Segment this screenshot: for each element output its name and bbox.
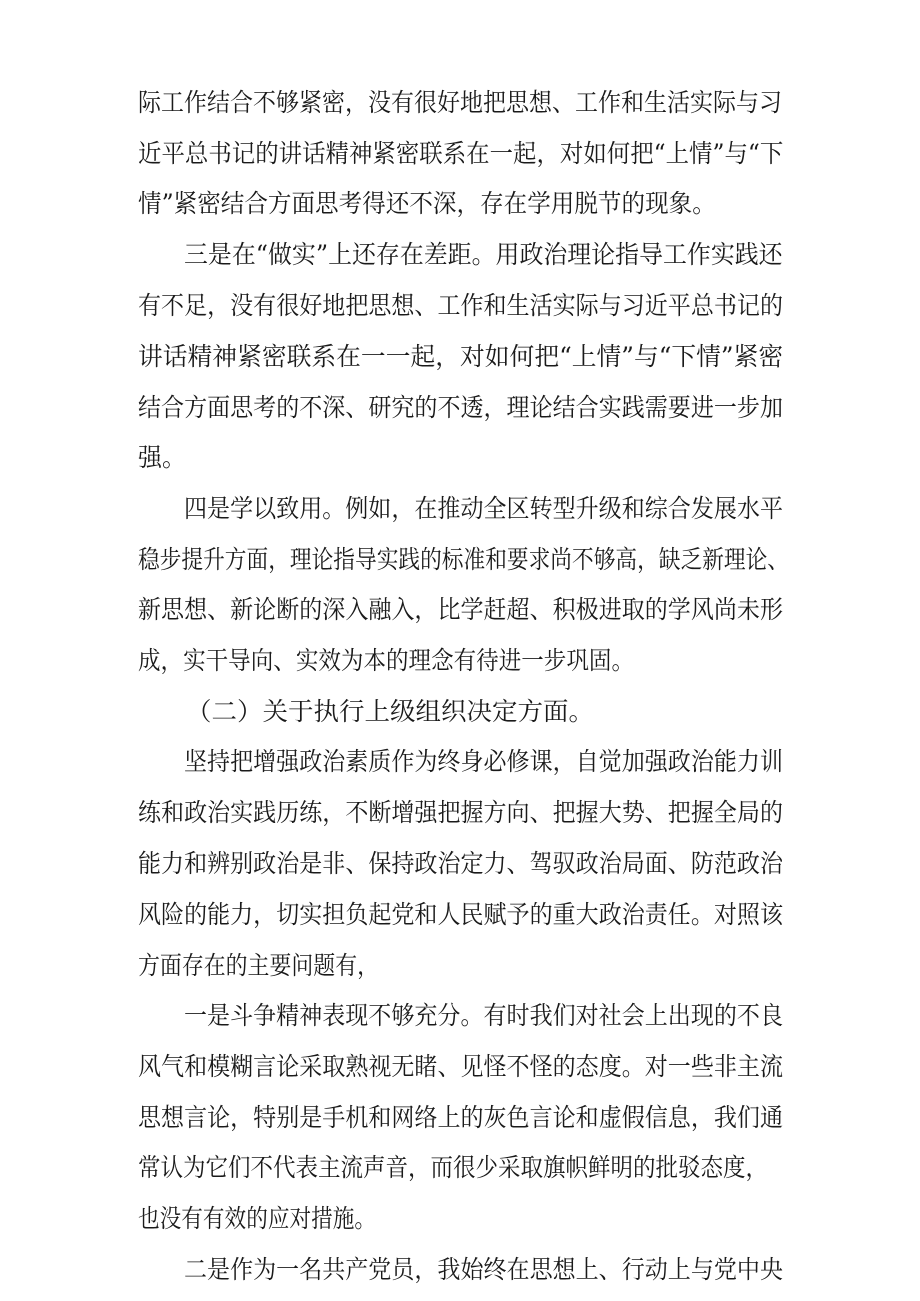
text-line: 情”紧密结合方面思考得还不深，存在学用脱节的现象。 — [138, 188, 716, 218]
text-line: 也没有有效的应对措施。 — [138, 1203, 377, 1233]
paragraph-first-line: 四是学以致用。例如，在推动全区转型升级和综合发展水平 — [184, 493, 783, 523]
text-line: 结合方面思考的不深、研究的不透，理论结合实践需要进一步加 — [138, 392, 783, 422]
paragraph-first-line: 一是斗争精神表现不够充分。有时我们对社会上出现的不良 — [184, 1000, 783, 1030]
text-line: 能力和辨别政治是非、保持政治定力、驾驭政治局面、防范政治 — [138, 848, 783, 878]
text-line: 风险的能力，切实担负起党和人民赋予的重大政治责任。对照该 — [138, 899, 783, 929]
text-line: 近平总书记的讲话精神紧密联系在一起，对如何把“上情”与“下 — [138, 138, 784, 168]
text-line: 讲话精神紧密联系在一一起，对如何把“上情”与“下情”紧密 — [138, 341, 784, 371]
text-line: 方面存在的主要问题有， — [138, 950, 380, 980]
text-line: 新思想、新论断的深入融入，比学赶超、积极进取的学风尚未形 — [138, 594, 783, 624]
paragraph-first-line: 坚持把增强政治素质作为终身必修课，自觉加强政治能力训 — [184, 746, 783, 776]
paragraph-first-line: 三是在“做实”上还存在差距。用政治理论指导工作实践还 — [184, 239, 783, 269]
text-line: 思想言论，特别是手机和网络上的灰色言论和虚假信息，我们通 — [138, 1102, 783, 1132]
text-line: 强。 — [138, 442, 187, 472]
text-line: 成，实干导向、实效为本的理念有待进一步巩固。 — [138, 645, 635, 675]
text-line: 练和政治实践历练，不断增强把握方向、把握大势、把握全局的 — [138, 797, 783, 827]
text-line: 常认为它们不代表主流声音，而很少采取旗帜鲜明的批驳态度， — [138, 1152, 769, 1182]
text-line: 风气和模糊言论采取熟视无睹、见怪不怪的态度。对一些非主流 — [138, 1051, 783, 1081]
paragraph-first-line: 二是作为一名共产党员，我始终在思想上、行动上与党中央 — [184, 1254, 783, 1284]
text-line: 稳步提升方面，理论指导实践的标准和要求尚不够高，缺乏新理论、 — [138, 544, 790, 574]
text-line: 有不足，没有很好地把思想、工作和生活实际与习近平总书记的 — [138, 290, 783, 320]
text-line: 际工作结合不够紧密，没有很好地把思想、工作和生活实际与习 — [138, 87, 783, 117]
section-heading: （二）关于执行上级组织决定方面。 — [186, 696, 595, 726]
